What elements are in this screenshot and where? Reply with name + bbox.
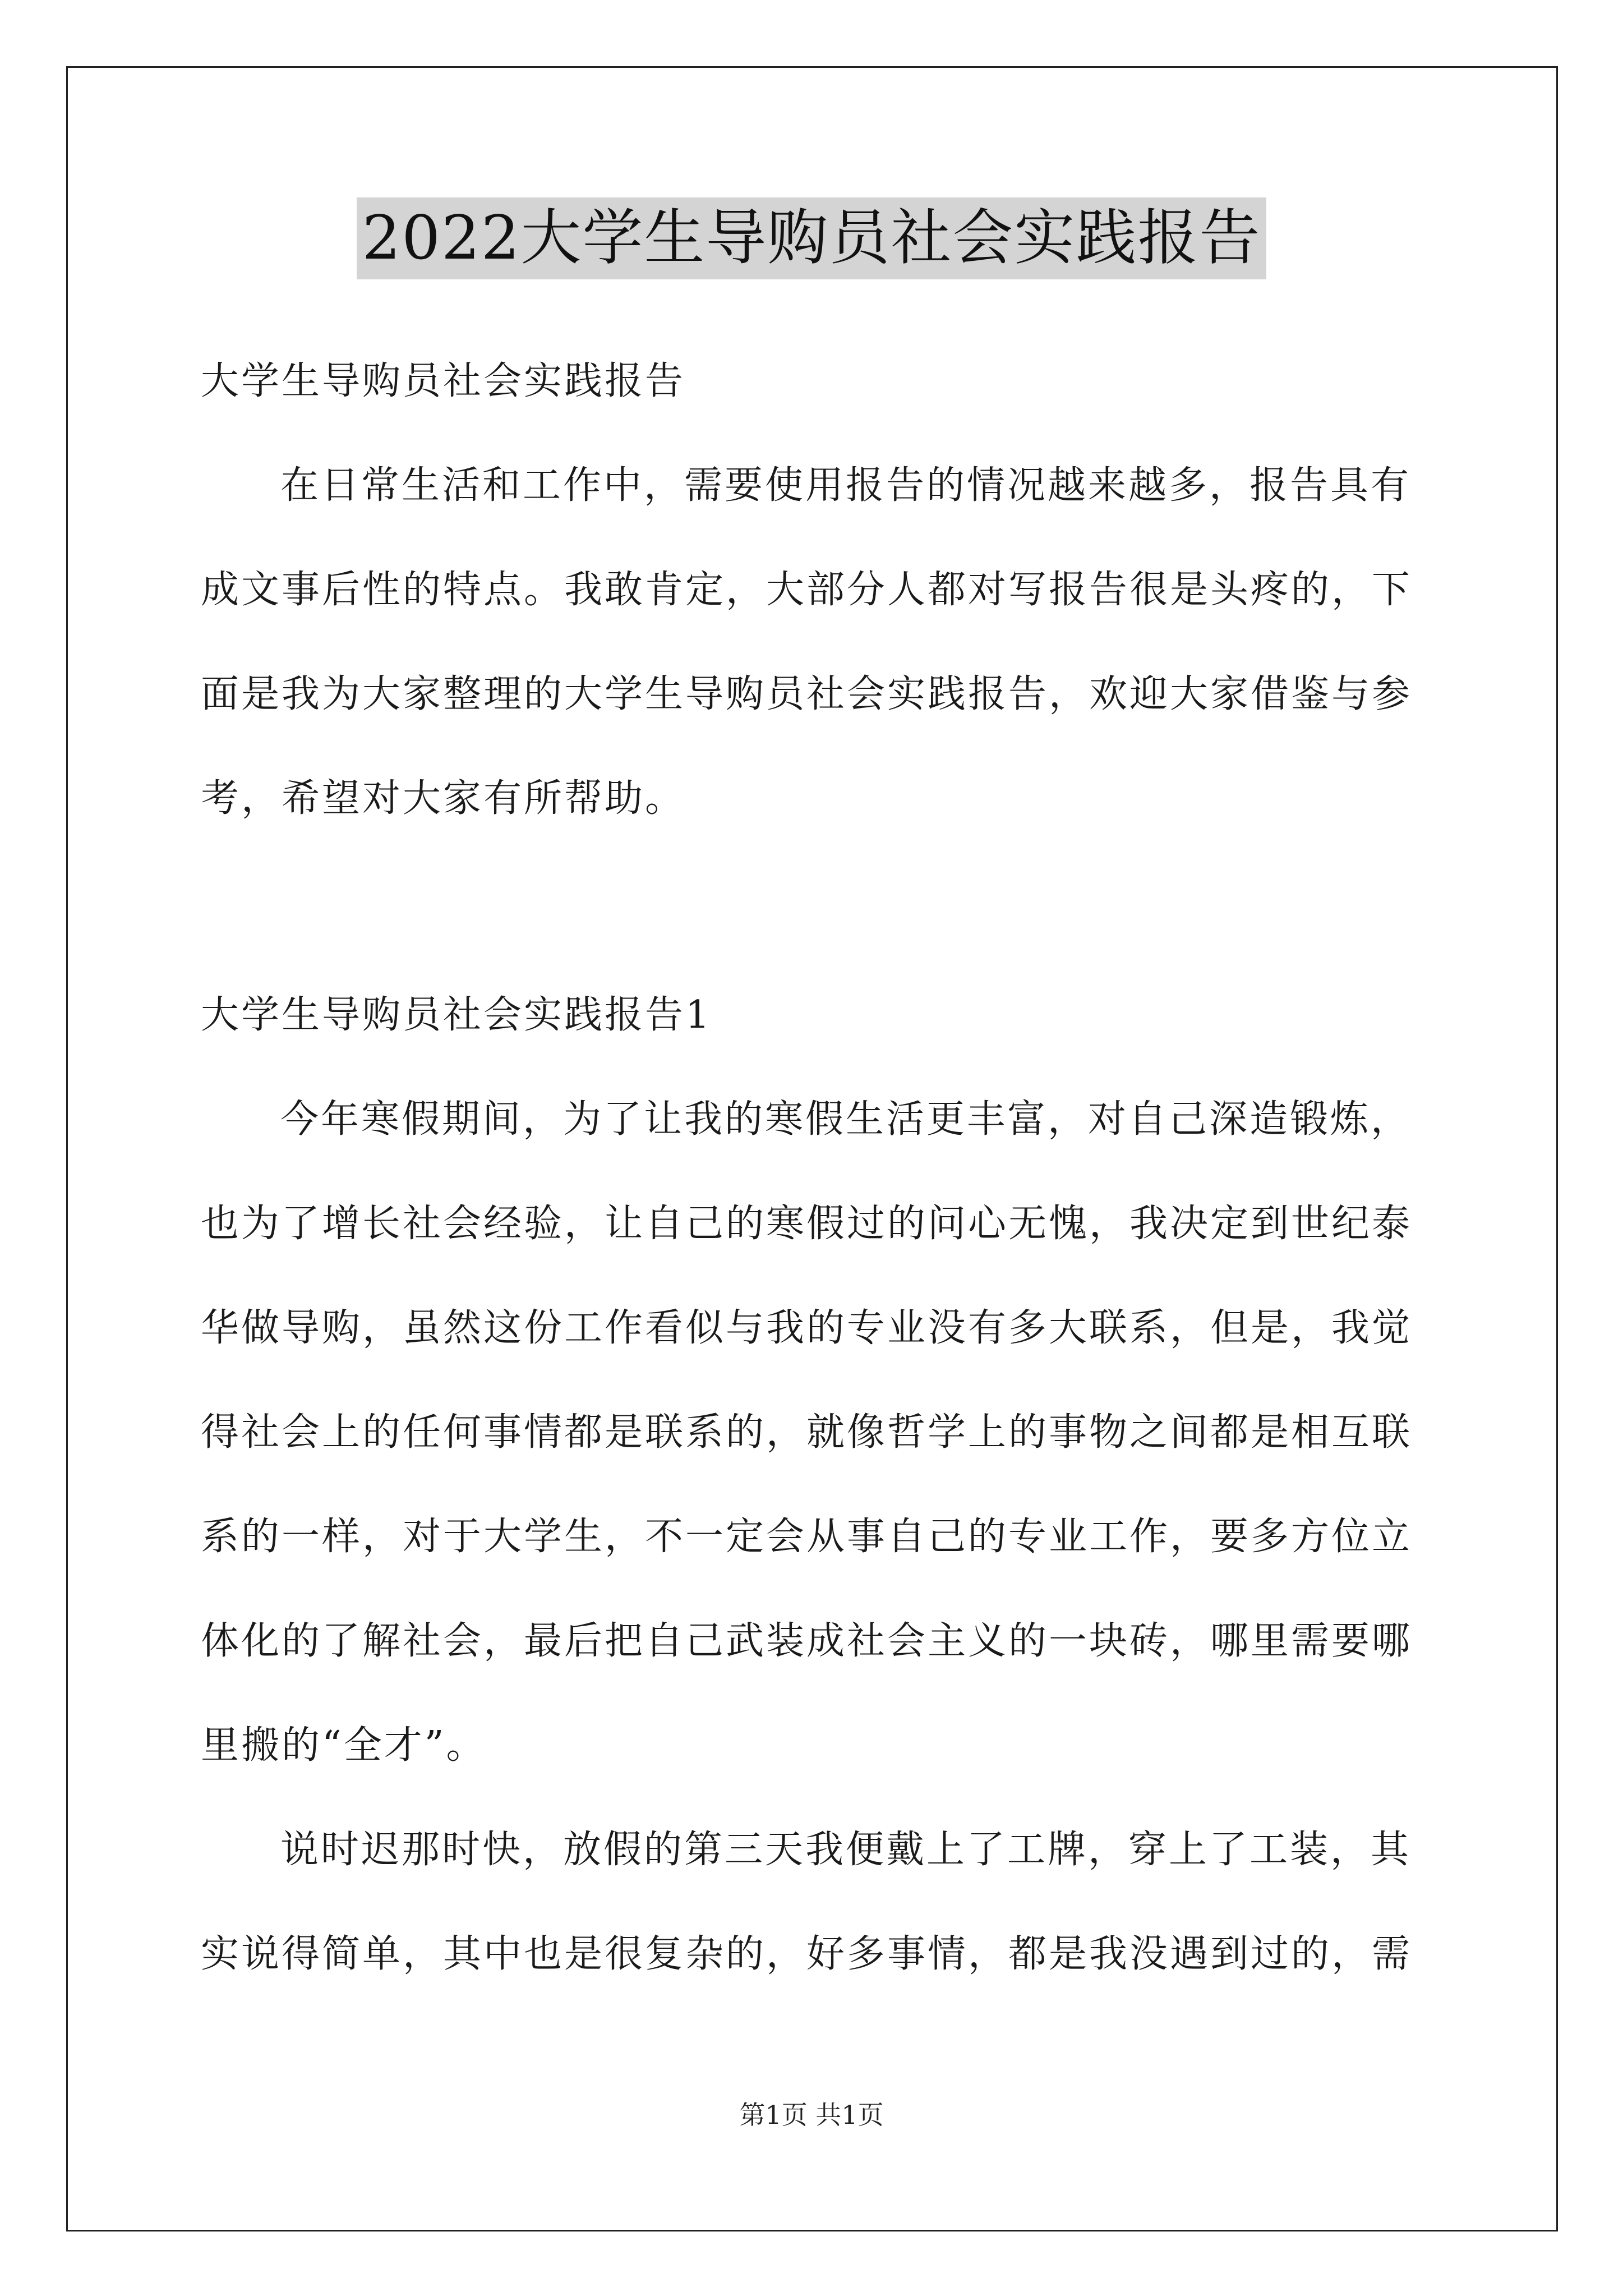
body-line: 得社会上的任何事情都是联系的，就像哲学上的事物之间都是相互联 (201, 1410, 1413, 1455)
body-line: 体化的了解社会，最后把自己武装成社会主义的一块砖，哪里需要哪 (201, 1619, 1413, 1663)
body-line: 系的一样，对于大学生，不一定会从事自己的专业工作，要多方位立 (201, 1515, 1413, 1559)
body-line: 在日常生活和工作中，需要使用报告的情况越来越多，报告具有 (280, 463, 1412, 508)
body-line: 里搬的“全才”。 (201, 1723, 487, 1768)
body-line: 面是我为大家整理的大学生导购员社会实践报告，欢迎大家借鉴与参 (201, 672, 1413, 716)
title-container (0, 197, 1623, 279)
page-footer: 第1页 共1页 (739, 2100, 884, 2130)
subtitle-line: 大学生导购员社会实践报告 (201, 359, 686, 403)
body-line: 实说得简单，其中也是很复杂的，好多事情，都是我没遇到过的，需 (201, 1932, 1413, 1976)
document-title: 2022大学生导购员社会实践报告 (357, 197, 1267, 279)
section-heading: 大学生导购员社会实践报告1 (201, 993, 712, 1037)
body-line: 也为了增长社会经验，让自己的寒假过的问心无愧，我决定到世纪泰 (201, 1202, 1413, 1246)
body-line: 考，希望对大家有所帮助。 (201, 776, 686, 821)
body-line: 华做导购，虽然这份工作看似与我的专业没有多大联系，但是，我觉 (201, 1306, 1413, 1350)
body-line: 今年寒假期间，为了让我的寒假生活更丰富，对自己深造锻炼， (280, 1097, 1412, 1142)
body-line: 说时迟那时快，放假的第三天我便戴上了工牌，穿上了工装，其 (280, 1828, 1412, 1872)
body-line: 成文事后性的特点。我敢肯定，大部分人都对写报告很是头疼的，下 (201, 568, 1413, 612)
